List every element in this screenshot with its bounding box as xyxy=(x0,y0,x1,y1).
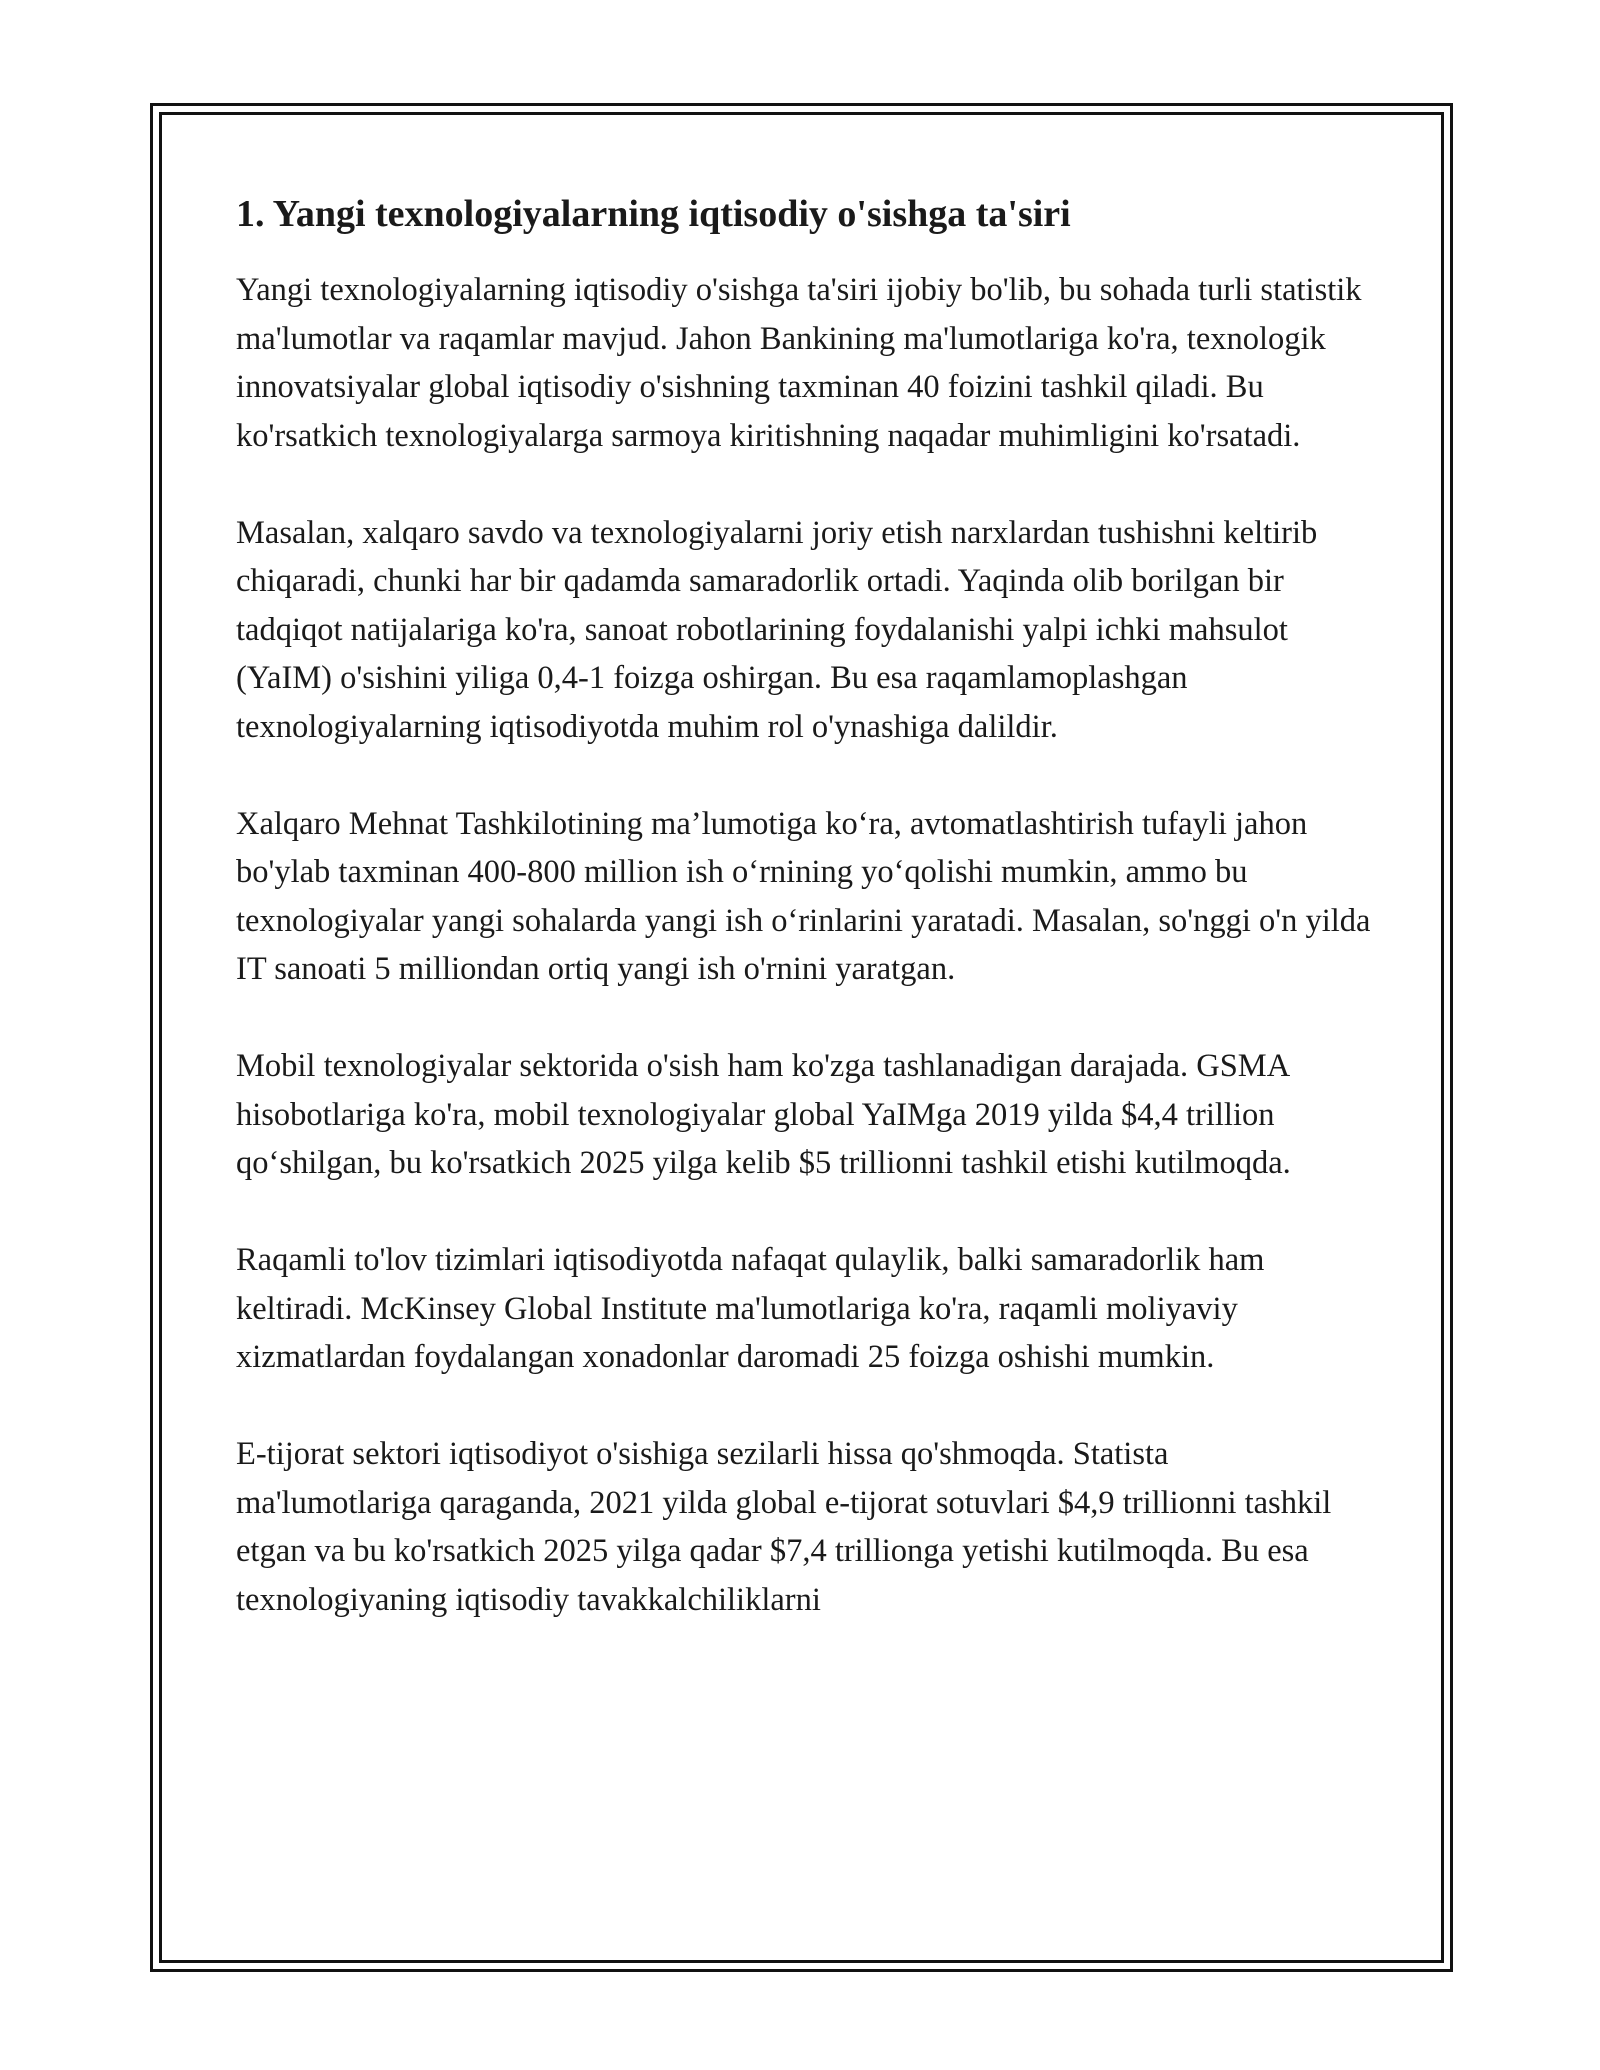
paragraph-5: Raqamli to'lov tizimlari iqtisodiyotda nafaqat qulaylik, balki samaradorlik ham keltiradi. McKinsey Global Institute ma'lumotlariga ko'ra, raqamli moliyaviy xizmatlardan foydalangan xonadonlar daromadi 25 foizga oshishi mumkin. xyxy=(236,1242,1265,1375)
paragraph-2: Masalan, xalqaro savdo va texnologiyalarni joriy etish narxlardan tushishni keltirib chiqaradi, chunki har bir qadamda samaradorlik ortadi. Yaqinda olib borilgan bir tadqiqot natijalariga ko'ra, sanoat robotlarining foydalanishi yalpi ichki mahsulot (YaIM) o'sishini yiliga 0,4-1 foizga oshirgan. Bu esa raqamlamoplashgan texnologiyalarning iqtisodiyotda muhim rol o'ynashiga dalildir. xyxy=(236,514,1318,745)
paragraph-4: Mobil texnologiyalar sektorida o'sish ham ko'zga tashlanadigan darajada. GSMA hisobotlariga ko'ra, mobil texnologiyalar global YaIMga 2019 yilda $4,4 trillion qo‘shilgan, bu ko'rsatkich 2025 yilga kelib $5 trillionni tashkil etishi kutilmoqda. xyxy=(236,1048,1291,1181)
document-body xyxy=(236,186,1371,1624)
paragraph-3: Xalqaro Mehnat Tashkilotining ma’lumotiga ko‘ra, avtomatlashtirish tufayli jahon bo'ylab taxminan 400-800 million ish o‘rnining yo‘qolishi mumkin, ammo bu texnologiyalar yangi sohalarda yangi ish o‘rinlarini yaratadi. Masalan, so'nggi o'n yilda IT sanoati 5 milliondan ortiq yangi ish o'rnini yaratgan. xyxy=(236,805,1371,987)
paragraph-1: Yangi texnologiyalarning iqtisodiy o'sishga ta'siri ijobiy bo'lib, bu sohada turli statistik ma'lumotlar va raqamlar mavjud. Jahon Bankining ma'lumotlariga ko'ra, texnologik innovatsiyalar global iqtisodiy o'sishning taxminan 40 foizini tashkil qiladi. Bu ko'rsatkich texnologiyalarga sarmoya kiritishning naqadar muhimligini ko'rsatadi. xyxy=(236,272,1362,454)
paragraph-6: E-tijorat sektori iqtisodiyot o'sishiga sezilarli hissa qo'shmoqda. Statista ma'lumotlariga qaraganda, 2021 yilda global e-tijorat sotuvlari $4,9 trillionni tashkil etgan va bu ko'rsatkich 2025 yilga qadar $7,4 trillionga yetishi kutilmoqda. Bu esa texnologiyaning iqtisodiy tavakkalchiliklarni xyxy=(236,1436,1332,1618)
section-title: 1. Yangi texnologiyalarning iqtisodiy o'sishga ta'siri xyxy=(236,193,1071,235)
